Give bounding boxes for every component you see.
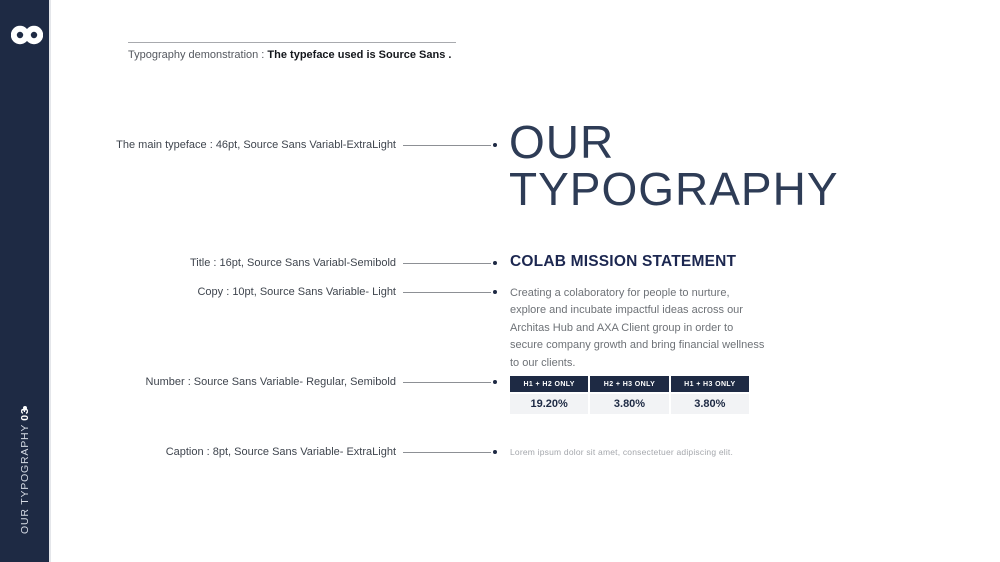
leader-dot [493, 143, 497, 147]
annotation-main-typeface [60, 137, 497, 153]
table-header-cell: H1 + H3 ONLY [671, 376, 749, 392]
annotation-label: The main typeface : 46pt, Source Sans Variabl-ExtraLight [116, 139, 396, 151]
table-value-cell: 3.80% [671, 394, 749, 414]
leader-dot [493, 290, 497, 294]
annotation-title [60, 255, 497, 271]
sidebar [0, 0, 51, 562]
annotation-label: Number : Source Sans Variable- Regular, Semibold [145, 376, 396, 388]
annotation-caption [60, 444, 497, 460]
leader-line [403, 292, 491, 293]
table-value-cell: 3.80% [590, 394, 668, 414]
leader-line [403, 382, 491, 383]
annotation-label: Copy : 10pt, Source Sans Variable- Light [197, 286, 396, 298]
page-title [509, 116, 839, 215]
body-copy: Creating a colaboratory for people to nurture, explore and incubate impactful ideas across our Architas Hub and AXA Client group in order to secure company growth and bring financial wellness to our clients. [510, 287, 765, 369]
sidebar-page-number: 03 [19, 407, 31, 421]
table-header-cell: H2 + H3 ONLY [590, 376, 668, 392]
top-caption-prefix: Typography demonstration : [128, 49, 268, 61]
sidebar-footer [19, 408, 31, 534]
top-caption-bold: The typeface used is Source Sans . [267, 49, 452, 61]
number-table [510, 376, 749, 414]
annotation-number [60, 374, 497, 390]
top-divider-line [128, 42, 456, 43]
leader-line [403, 452, 491, 453]
leader-dot [493, 261, 497, 265]
top-caption [128, 49, 451, 61]
leader-dot [493, 450, 497, 454]
table-header-cell: H1 + H2 ONLY [510, 376, 588, 392]
page-title-line1: OUR [509, 116, 615, 168]
leader-dot [493, 380, 497, 384]
leader-line [403, 263, 491, 264]
table-value-cell: 19.20% [510, 394, 588, 414]
annotation-label: Title : 16pt, Source Sans Variabl-Semibold [189, 257, 396, 269]
annotation-label: Caption : 8pt, Source Sans Variable- ExtraLight [165, 446, 396, 458]
annotation-copy [60, 284, 497, 300]
mission-statement-heading: COLAB MISSION STATEMENT [510, 253, 737, 270]
leader-line [403, 145, 491, 146]
infinity-logo-icon [11, 25, 43, 45]
caption-sample: Lorem ipsum dolor sit amet, consectetuer adipiscing elit. [510, 447, 734, 457]
page-title-line2: TYPOGRAPHY [509, 163, 839, 215]
sidebar-footer-label: OUR TYPOGRAPHY [19, 423, 31, 534]
